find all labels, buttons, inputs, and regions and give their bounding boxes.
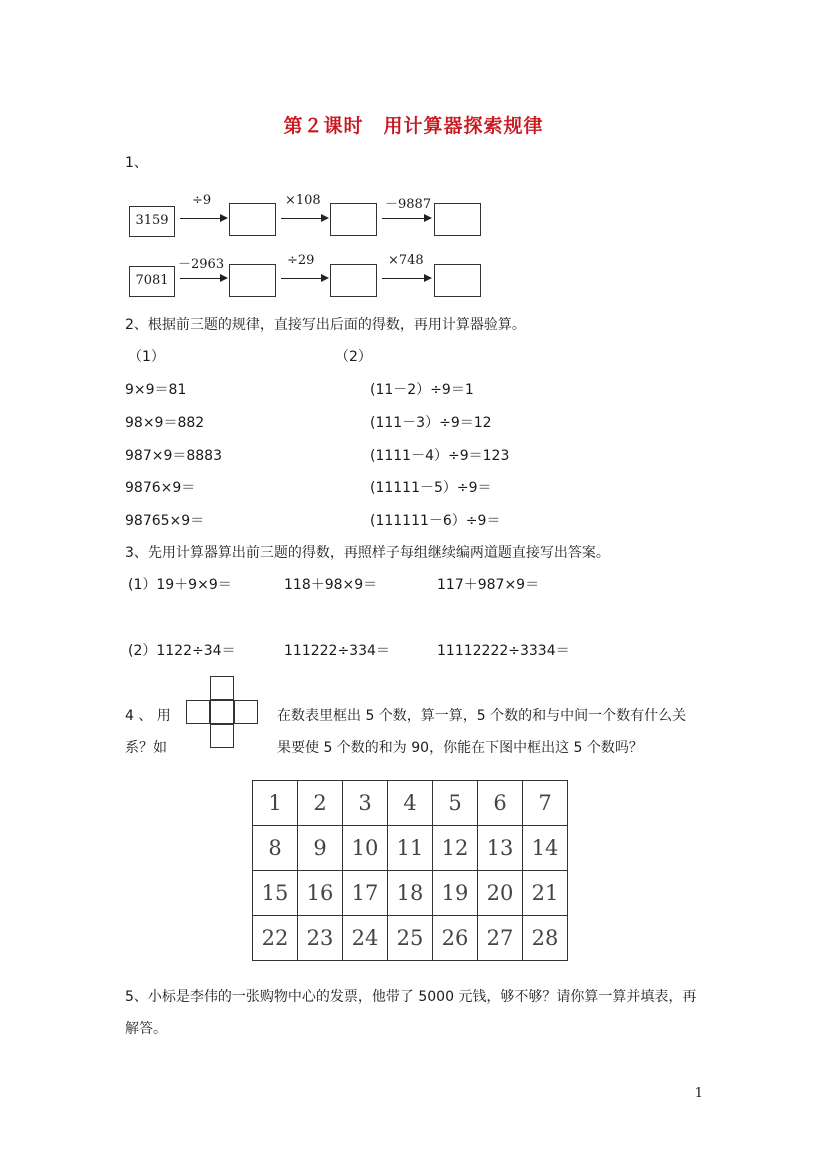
grid-cell[interactable]: 6	[478, 781, 523, 826]
q2-right-heading: （2）	[335, 349, 372, 365]
q1-row2-op1: －2963	[178, 257, 225, 272]
q2-right-eq1: (11－2）÷9＝1	[370, 382, 474, 398]
grid-cell[interactable]: 21	[523, 871, 568, 916]
q1-row1-op3: －9887	[385, 197, 432, 212]
q3-row1-item2: 118＋98×9＝	[284, 577, 378, 593]
q2-right-eq2: (111－3）÷9＝12	[370, 415, 492, 431]
q4-prefix: 4 、 用	[125, 708, 171, 724]
q1-row2-op3: ×748	[388, 253, 424, 268]
grid-cell[interactable]: 23	[298, 916, 343, 961]
q2-left-eq1: 9×9＝81	[125, 382, 187, 398]
q3-row1-item3: 117＋987×9＝	[437, 577, 540, 593]
q2-left-eq2: 98×9＝882	[125, 415, 205, 431]
q1-row2-arrow3	[382, 278, 430, 279]
q3-row2-item1: (2）1122÷34＝	[128, 643, 236, 659]
q2-left-eq5: 98765×9＝	[125, 513, 205, 529]
grid-cell[interactable]: 5	[433, 781, 478, 826]
grid-cell[interactable]: 3	[343, 781, 388, 826]
q1-row1-op1: ÷9	[192, 193, 212, 208]
q1-label: 1、	[125, 155, 148, 171]
grid-cell[interactable]: 26	[433, 916, 478, 961]
page-title: 第２课时 用计算器探索规律	[283, 115, 544, 137]
grid-cell[interactable]: 11	[388, 826, 433, 871]
q1-row2-arrow1	[180, 278, 226, 279]
grid-row	[253, 871, 568, 916]
q2-label: 2、根据前三题的规律，直接写出后面的得数，再用计算器验算。	[125, 317, 526, 333]
q2-right-eq3: (1111－4）÷9＝123	[370, 448, 510, 464]
q1-row2-answer-box2[interactable]	[330, 264, 377, 297]
q1-row1-start-value: 3159	[135, 213, 169, 228]
q1-row2-answer-box1[interactable]	[229, 264, 276, 297]
grid-cell[interactable]: 27	[478, 916, 523, 961]
q3-label: 3、先用计算器算出前三题的得数，再照样子每组继续编两道题直接写出答案。	[125, 545, 610, 561]
q1-row2-start-value: 7081	[135, 273, 169, 288]
grid-cell[interactable]: 16	[298, 871, 343, 916]
grid-row	[253, 781, 568, 826]
q4-line2-right: 果要使 5 个数的和为 90，你能在下图中框出这 5 个数吗？	[277, 740, 643, 756]
grid-cell[interactable]: 1	[253, 781, 298, 826]
q1-row2-answer-box3[interactable]	[434, 264, 481, 297]
grid-cell[interactable]: 12	[433, 826, 478, 871]
grid-cell[interactable]: 25	[388, 916, 433, 961]
q2-right-eq4: (11111－5）÷9＝	[370, 480, 492, 496]
cross-cell-right	[234, 700, 258, 724]
q1-row1-arrow2	[281, 218, 327, 219]
q3-row2-item3: 11112222÷3334＝	[437, 643, 570, 659]
grid-cell[interactable]: 22	[253, 916, 298, 961]
grid-row	[253, 826, 568, 871]
q1-row2-arrow2	[281, 278, 327, 279]
page-number: 1	[694, 1086, 703, 1101]
grid-cell[interactable]: 9	[298, 826, 343, 871]
q3-row1-item1: (1）19＋9×9＝	[128, 577, 232, 593]
q3-row2-item2: 111222÷334＝	[284, 643, 390, 659]
cross-cell-left	[186, 700, 210, 724]
q2-left-eq4: 9876×9＝	[125, 480, 196, 496]
grid-row	[253, 916, 568, 961]
grid-cell[interactable]: 28	[523, 916, 568, 961]
number-grid	[252, 780, 568, 961]
q4-line2-left: 系？如	[125, 740, 167, 756]
q2-right-eq5: (111111－6）÷9＝	[370, 513, 501, 529]
q1-row1-answer-box3[interactable]	[434, 203, 481, 236]
cross-cell-bottom	[210, 724, 234, 748]
grid-cell[interactable]: 24	[343, 916, 388, 961]
q1-row1-start-box	[129, 206, 175, 237]
q1-row1-arrow3	[382, 218, 430, 219]
grid-cell[interactable]: 20	[478, 871, 523, 916]
grid-cell[interactable]: 8	[253, 826, 298, 871]
cross-shape-figure	[186, 676, 258, 748]
q4-text-line1: 在数表里框出 5 个数，算一算，5 个数的和与中间一个数有什么关	[277, 708, 687, 724]
q1-row2-start-box	[129, 266, 175, 297]
q5-text-line1: 5、小标是李伟的一张购物中心的发票，他带了 5000 元钱，够不够？请你算一算并填表，再	[125, 989, 697, 1005]
q1-row2-op2: ÷29	[287, 253, 315, 268]
grid-cell[interactable]: 14	[523, 826, 568, 871]
q2-left-eq3: 987×9＝8883	[125, 448, 222, 464]
grid-cell[interactable]: 18	[388, 871, 433, 916]
grid-cell[interactable]: 7	[523, 781, 568, 826]
q1-row1-answer-box2[interactable]	[330, 203, 377, 236]
q2-left-heading: （1）	[128, 349, 165, 365]
grid-cell[interactable]: 17	[343, 871, 388, 916]
cross-cell-center	[210, 700, 234, 724]
grid-cell[interactable]: 4	[388, 781, 433, 826]
q1-row1-arrow1	[180, 218, 226, 219]
q1-row1-op2: ×108	[285, 193, 321, 208]
grid-cell[interactable]: 10	[343, 826, 388, 871]
grid-cell[interactable]: 2	[298, 781, 343, 826]
grid-cell[interactable]: 19	[433, 871, 478, 916]
cross-cell-top	[210, 676, 234, 700]
grid-cell[interactable]: 15	[253, 871, 298, 916]
q1-row1-answer-box1[interactable]	[229, 203, 276, 236]
grid-cell[interactable]: 13	[478, 826, 523, 871]
q5-text-line2: 解答。	[125, 1021, 167, 1037]
